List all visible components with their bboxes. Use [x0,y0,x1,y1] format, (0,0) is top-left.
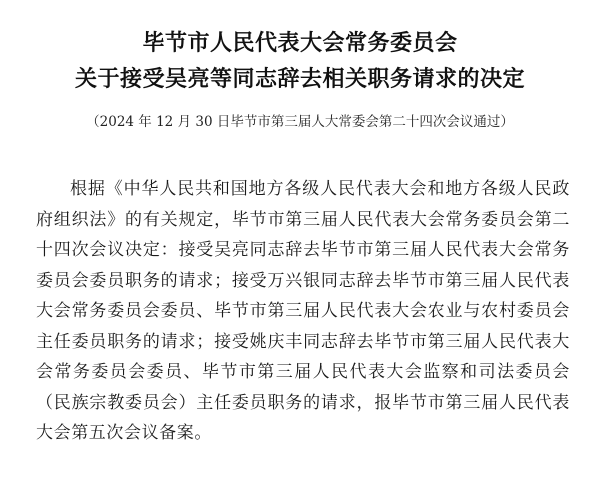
document-title-line-2: 关于接受吴亮等同志辞去相关职务请求的决定 [74,67,525,92]
document-title-line-1: 毕节市人民代表大会常务委员会 [142,31,458,56]
document-subtitle: （2024 年 12 月 30 日毕节市第三届人大常委会第二十四次会议通过） [86,114,514,130]
document-body-paragraph: 根据《中华人民共和国地方各级人民代表大会和地方各级人民政府组织法》的有关规定，毕节市第三届人民代表大会常务委员会第二十四次会议决定：接受吴亮同志辞去毕节市第三届人民代表大会常务委员会委员职务的请求；接受万兴银同志辞去毕节市第三届人民代表大会常务委员会委员、毕节市第三届人民代表大会农业与农村委员会主任委员职务的请求；接受姚庆丰同志辞去毕节市第三届人民代表大会常务委员会委员、毕节市第三届人民代表大会监察和司法委员会（民族宗教委员会）主任委员职务的请求，报毕节市第三届人民代表大会第五次会议备案。 [36,179,570,443]
